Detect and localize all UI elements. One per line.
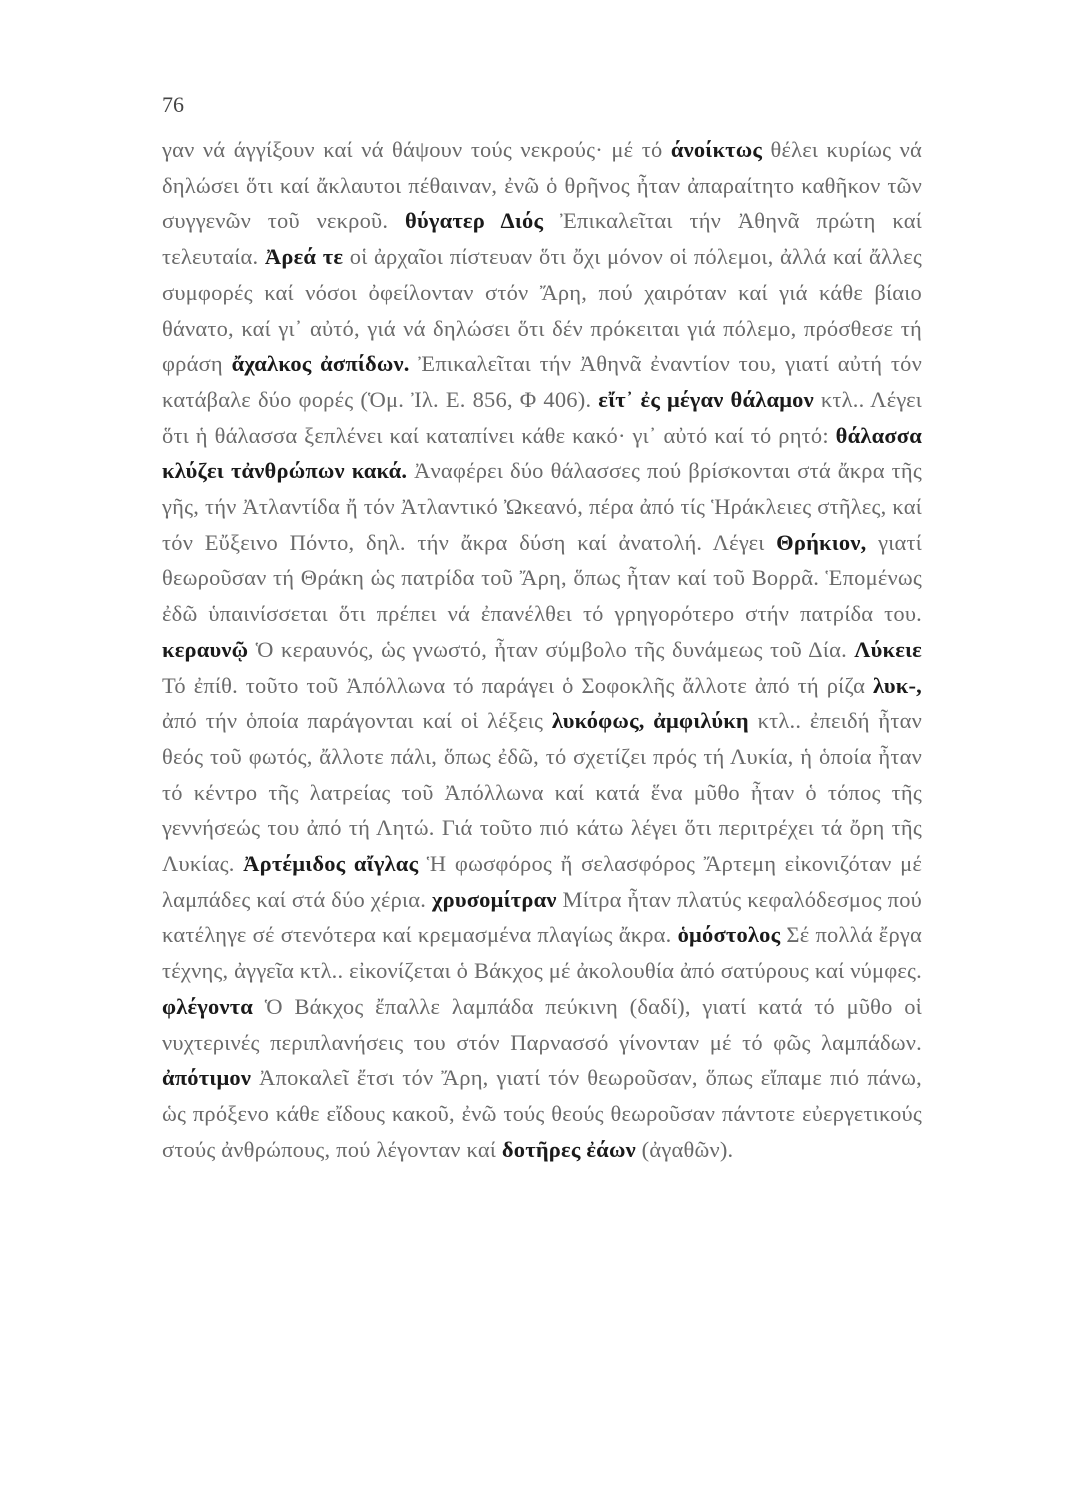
keyword: Ἀρεά τε: [264, 244, 344, 270]
text-segment: γιατί θεωροῦσαν τή Θράκη ὡς πατρίδα τοῦ Ἄρη, ὅπως ἦταν καί τοῦ Βορρᾶ. Ἑπομένως ἐδῶ ὑπαινίσσεται ὅτι πρέπει νά ἐπανέλθει τό γρηγορότερο στήν πατρίδα του.: [162, 529, 922, 627]
text-segment: Σέ πολλά ἔργα τέχνης, ἀγγεῖα κτλ.. εἰκονίζεται ὁ Βάκχος μέ ἀκολουθία ἀπό σατύρους καί νύμφες.: [162, 922, 923, 984]
keyword: Λύκειε: [854, 636, 922, 662]
commentary-text: [162, 132, 922, 1167]
text-segment: (ἀγαθῶν).: [635, 1136, 734, 1162]
keyword: Θρήκιον,: [776, 529, 867, 555]
keyword: ἀπότιμον: [162, 1065, 252, 1091]
text-segment: Μίτρα ἦταν πλατύς κεφαλόδεσμος πού κατέληγε σέ στενότερα καί κρεμασμένα πλαγίως ἄκρα.: [162, 886, 922, 948]
keyword: ὁμόστολος: [677, 922, 781, 948]
keyword: εἴτ᾽ ἐς μέγαν θάλαμον: [598, 386, 814, 412]
text-segment: Τό ἐπίθ. τοῦτο τοῦ Ἀπόλλωνα τό παράγει ὁ Σοφοκλῆς ἄλλοτε ἀπό τή ρίζα: [162, 672, 873, 698]
keyword: θάλασσα κλύζει τἀνθρώπων κακά.: [162, 422, 922, 484]
text-segment: Ἐπικαλεῖται τήν Ἀθηνᾶ ἐναντίον του, γιατί αὐτή τόν κατάβαλε δύο φορές (Ὁμ. Ἰλ. Ε. 856, Φ 406).: [162, 351, 922, 412]
keyword: φλέγοντα: [162, 993, 254, 1019]
keyword: λυκ-,: [872, 672, 922, 698]
page-number: 76: [162, 92, 184, 117]
keyword: Ἀρτέμιδος αἴγλας: [243, 851, 419, 877]
text-segment: θέλει κυρίως νά δηλώσει ὅτι καί ἄκλαυτοι πέθαιναν, ἐνῶ ὁ θρῆνος ἦταν ἀπαραίτητο καθῆκον τῶν συγγενῶν τοῦ νεκροῦ.: [162, 137, 922, 234]
text-segment: ἀπό τήν ὁποία παράγονται καί οἱ λέξεις: [162, 708, 552, 734]
text-segment: Ἀναφέρει δύο θάλασσες πού βρίσκονται στά ἄκρα τῆς γῆς, τήν Ἀτλαντίδα ἤ τόν Ἀτλαντικό Ὠκεανό, πέρα ἀπό τίς Ἡράκλειες στῆλες, καί τόν Εὔξεινο Πόντο, δηλ. τήν ἄκρα δύση καί ἀνατολή. Λέγει: [162, 458, 922, 555]
text-segment: οἱ ἀρχαῖοι πίστευαν ὅτι ὄχι μόνον οἱ πόλεμοι, ἀλλά καί ἄλλες συμφορές καί νόσοι ὀφείλονταν στόν Ἄρη, πού χαιρόταν καί γιά κάθε βίαιο θάνατο, καί γι᾽ αὐτό, γιά νά δηλώσει ὅτι δέν πρόκειται γιά πόλεμο, πρόσθεσε τή φράση: [162, 244, 922, 377]
text-segment: κτλ.. Λέγει ὅτι ἡ θάλασσα ξεπλένει καί καταπίνει κάθε κακό· γι᾽ αὐτό καί τό ρητό:: [162, 386, 922, 448]
text-segment: Ἀποκαλεῖ ἔτσι τόν Ἄρη, γιατί τόν θεωροῦσαν, ὅπως εἴπαμε πιό πάνω, ὡς πρόξενο κάθε εἴδους κακοῦ, ἐνῶ τούς θεούς θεωροῦσαν πάντοτε εὐεργετικούς στούς ἀνθρώπους, πού λέγονταν καί: [162, 1065, 922, 1162]
keyword: κεραυνῷ: [162, 636, 249, 662]
text-segment: Ὁ Βάκχος ἔπαλλε λαμπάδα πεύκινη (δαδί), γιατί κατά τό μῦθο οἱ νυχτερινές περιπλανήσεις του στόν Παρνασσό γίνονταν μέ τό φῶς λαμπάδων.: [162, 993, 922, 1055]
text-segment: Ὁ κεραυνός, ὡς γνωστό, ἦταν σύμβολο τῆς δυνάμεως τοῦ Δία.: [248, 636, 855, 662]
keyword: χρυσομίτραν: [432, 886, 557, 912]
keyword: ἄχαλκος ἀσπίδων.: [231, 351, 410, 377]
text-segment: Ἡ φωσφόρος ἤ σελασφόρος Ἄρτεμη εἰκονιζόταν μέ λαμπάδες καί στά δύο χέρια.: [162, 851, 922, 912]
text-segment: Ἐπικαλεῖται τήν Ἀθηνᾶ πρώτη καί τελευταία.: [162, 208, 923, 270]
text-segment: γαν νά άγγίξουν καί νά θάψουν τούς νεκρούς· μέ τό: [162, 137, 671, 162]
keyword: θύγατερ Διός: [405, 208, 544, 234]
keyword: άνοίκτως: [670, 137, 763, 162]
text-segment: κτλ.. ἐπειδή ἦταν θεός τοῦ φωτός, ἄλλοτε πάλι, ὅπως ἐδῶ, τό σχετίζει πρός τή Λυκία, ἡ ὁποία ἦταν τό κέντρο τῆς λατρείας τοῦ Ἀπόλλωνα καί κατά ἕνα μῦθο ἦταν ὁ τόπος τῆς γεννήσεώς του ἀπό τή Λητώ. Γιά τοῦτο πιό κάτω λέγει ὅτι περιτρέχει τά ὄρη τῆς Λυκίας.: [162, 708, 922, 877]
keyword: δοτῆρες ἐάων: [501, 1136, 636, 1162]
keyword: λυκόφως, ἀμφιλύκη: [551, 708, 749, 734]
